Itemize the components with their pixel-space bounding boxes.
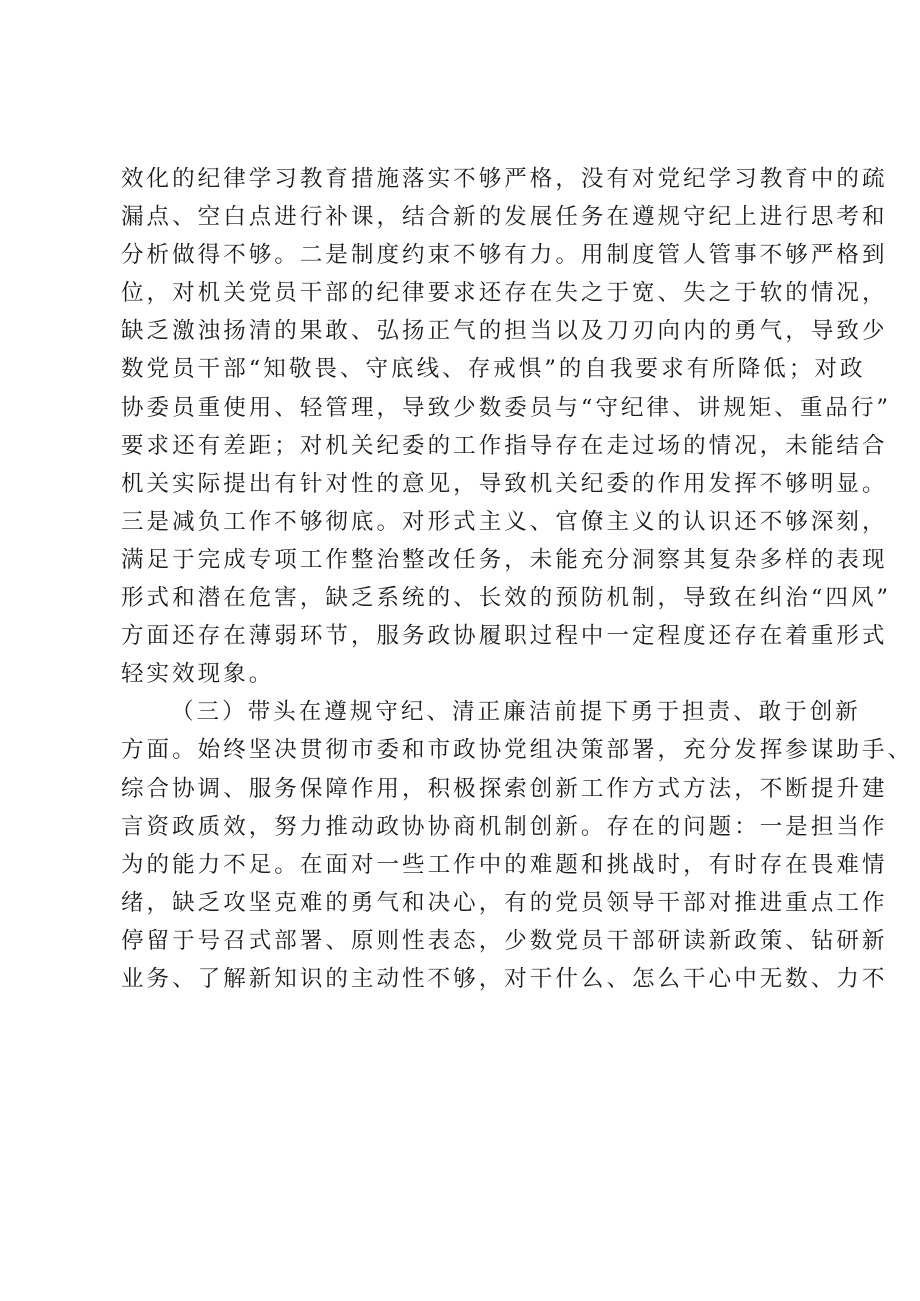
text-line: 漏点、空白点进行补课，结合新的发展任务在遵规守纪上进行思考和 <box>121 204 888 231</box>
text-line: 言资政质效，努力推动政协协商机制创新。存在的问题：一是担当作 <box>121 813 888 840</box>
text-line: 协委员重使用、轻管理，导致少数委员与“守纪律、讲规矩、重品行” <box>121 394 892 421</box>
text-line: 综合协调、服务保障作用，积极探索创新工作方式方法，不断提升建 <box>121 775 888 802</box>
paragraph-end-line: 轻实效现象。 <box>121 661 275 688</box>
text-line: 停留于号召式部署、原则性表态，少数党员干部研读新政策、钻研新 <box>121 927 888 954</box>
text-line: 三是减负工作不够彻底。对形式主义、官僚主义的认识还不够深刻， <box>121 508 888 535</box>
text-line: 机关实际提出有针对性的意见，导致机关纪委的作用发挥不够明显。 <box>121 470 888 497</box>
text-line: 缺乏激浊扬清的果敢、弘扬正气的担当以及刀刃向内的勇气，导致少 <box>121 318 888 345</box>
text-line: 方面还存在薄弱环节，服务政协履职过程中一定程度还存在着重形式 <box>121 623 888 650</box>
section-heading-line: （三）带头在遵规守纪、清正廉洁前提下勇于担责、敢于创新 <box>171 699 861 726</box>
text-line: 业务、了解新知识的主动性不够，对干什么、怎么干心中无数、力不 <box>121 965 888 992</box>
text-line: 方面。始终坚决贯彻市委和市政协党组决策部署，充分发挥参谋助手、 <box>121 737 914 764</box>
text-line: 满足于完成专项工作整治整改任务，未能充分洞察其复杂多样的表现 <box>121 546 888 573</box>
text-line: 绪，缺乏攻坚克难的勇气和决心，有的党员领导干部对推进重点工作 <box>121 889 888 916</box>
text-line: 形式和潜在危害，缺乏系统的、长效的预防机制，导致在纠治“四风” <box>121 585 892 612</box>
body-text <box>121 160 914 998</box>
text-line: 分析做得不够。二是制度约束不够有力。用制度管人管事不够严格到 <box>121 242 888 269</box>
text-line: 效化的纪律学习教育措施落实不够严格，没有对党纪学习教育中的疏 <box>121 166 888 192</box>
text-line: 为的能力不足。在面对一些工作中的难题和挑战时，有时存在畏难情 <box>121 851 888 878</box>
text-line: 数党员干部“知敬畏、守底线、存戒惧”的自我要求有所降低；对政 <box>121 356 866 383</box>
text-line: 要求还有差距；对机关纪委的工作指导存在走过场的情况，未能结合 <box>121 432 888 459</box>
text-line: 位，对机关党员干部的纪律要求还存在失之于宽、失之于软的情况， <box>121 280 888 307</box>
